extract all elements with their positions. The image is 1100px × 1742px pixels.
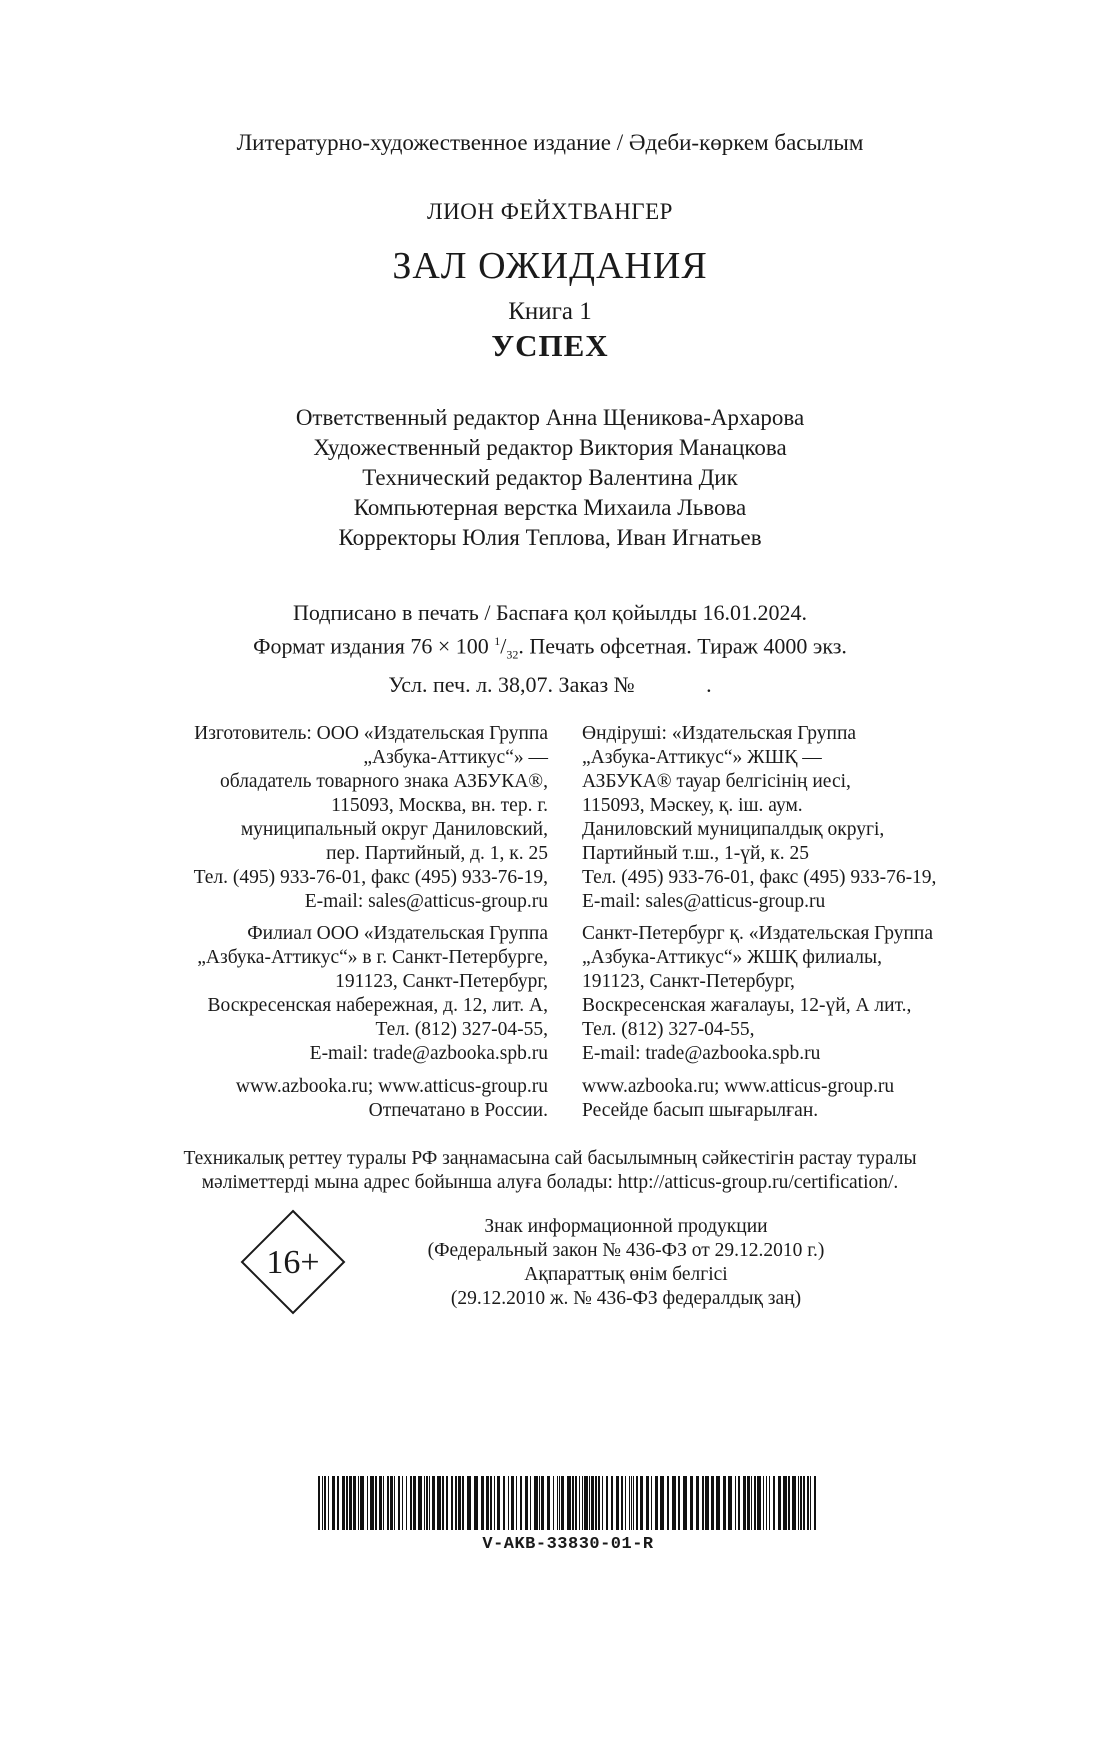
barcode-bar xyxy=(651,1476,652,1530)
barcode-bar xyxy=(783,1476,787,1530)
branch-kz-line: Санкт-Петербург қ. «Издательская Группа xyxy=(582,923,933,944)
credit-line: Технический редактор Валентина Дик xyxy=(362,465,738,490)
book-number: Книга 1 xyxy=(508,298,592,325)
barcode-bar xyxy=(481,1476,484,1530)
barcode-bar xyxy=(579,1476,580,1530)
manufacturer-kz-line: E-mail: sales@atticus-group.ru xyxy=(582,891,826,912)
barcode-bar xyxy=(490,1476,492,1530)
barcode-bar xyxy=(360,1476,364,1530)
credits-block xyxy=(0,403,1100,553)
book-title: ЗАЛ ОЖИДАНИЯ xyxy=(392,245,708,287)
barcode-bar xyxy=(696,1476,699,1530)
barcode-bar xyxy=(598,1476,600,1530)
manufacturer-kz-line: Тел. (495) 933-76-01, факс (495) 933-76-19, xyxy=(582,867,937,888)
credit-line: Ответственный редактор Анна Щеникова-Архарова xyxy=(295,405,805,430)
barcode-bar xyxy=(337,1476,339,1530)
barcode-bar xyxy=(616,1476,619,1530)
barcode-bar xyxy=(595,1476,597,1530)
series-line: Литературно-художественное издание / Әдеби-көркем басылым xyxy=(236,130,864,155)
barcode-bar xyxy=(567,1476,571,1530)
barcode-bar xyxy=(553,1476,554,1530)
sign-line: Ақпараттық өнім белгісі xyxy=(524,1264,728,1285)
manufacturer-ru-line: 115093, Москва, вн. тер. г. xyxy=(331,795,548,816)
credit-line: Художественный редактор Виктория Манацкова xyxy=(313,435,787,460)
barcode-bar xyxy=(747,1476,750,1530)
barcode-bar xyxy=(402,1476,403,1530)
branch-kz-line: „Азбука-Аттикус“» ЖШҚ филиалы, xyxy=(582,947,882,968)
barcode-bar xyxy=(660,1476,664,1530)
barcode-bar xyxy=(611,1476,613,1530)
barcode-bar xyxy=(763,1476,764,1530)
manufacturer-kz-line: Партийный т.ш., 1-үй, к. 25 xyxy=(582,843,809,864)
barcode-bar xyxy=(757,1476,761,1530)
barcode-bar xyxy=(716,1476,720,1530)
barcode-bar xyxy=(738,1476,740,1530)
barcode-bar xyxy=(442,1476,444,1530)
barcode-bar xyxy=(631,1476,632,1530)
barcode-bar xyxy=(346,1476,348,1530)
barcode-bar xyxy=(398,1476,400,1530)
signed-date: Подписано в печать / Баспаға қол қойылды 16.01.2024. xyxy=(292,600,808,625)
barcode-bar xyxy=(451,1476,453,1530)
barcode-bar xyxy=(807,1476,809,1530)
barcode-bar xyxy=(584,1476,588,1530)
tech-regulation-note xyxy=(0,1147,1100,1195)
print-info xyxy=(0,598,1100,699)
barcode-bar xyxy=(636,1476,638,1530)
manufacturer-kz-line: Өндіруші: «Издательская Группа xyxy=(582,723,857,744)
age-rating-text: 16+ xyxy=(266,1244,320,1281)
barcode-bar xyxy=(455,1476,457,1530)
barcode-bar xyxy=(322,1476,323,1530)
info-product-sign xyxy=(326,1215,926,1311)
barcode-bar xyxy=(773,1476,775,1530)
barcode-bar xyxy=(358,1476,359,1530)
barcode-bar xyxy=(810,1476,811,1530)
barcode-bar xyxy=(328,1476,329,1530)
barcode-bar xyxy=(383,1476,384,1530)
manufacturer-kz xyxy=(582,722,1002,914)
barcode-bar xyxy=(539,1476,540,1530)
manufacturer-ru-line: E-mail: sales@atticus-group.ru xyxy=(304,891,548,912)
barcode-bar xyxy=(367,1476,368,1530)
barcode-bar xyxy=(705,1476,709,1530)
barcode-bar xyxy=(429,1476,430,1530)
manufacturer-ru-line: муниципальный округ Даниловский, xyxy=(240,819,548,840)
sheets-line: Усл. печ. л. 38,07. Заказ № . xyxy=(388,671,712,697)
barcode-bar xyxy=(511,1476,514,1530)
barcode-bar xyxy=(410,1476,412,1530)
barcode-bar xyxy=(379,1476,382,1530)
manufacturer-kz-line: АЗБУКА® тауар белгісінің иесі, xyxy=(582,771,851,792)
barcode-bar xyxy=(547,1476,550,1530)
barcode-bar xyxy=(766,1476,767,1530)
barcode-bar xyxy=(621,1476,623,1530)
barcode-bar xyxy=(625,1476,626,1530)
barcode-bar xyxy=(406,1476,407,1530)
barcode-bar xyxy=(486,1476,489,1530)
barcode-bar xyxy=(342,1476,345,1530)
barcode-bar xyxy=(778,1476,781,1530)
web-ru-line: www.azbooka.ru; www.atticus-group.ru xyxy=(235,1076,548,1097)
book-subtitle: УСПЕХ xyxy=(491,328,609,363)
manufacturer-kz-line: 115093, Мәскеу, қ. іш. аум. xyxy=(582,795,803,816)
manufacturer-ru-line: пер. Партийный, д. 1, к. 25 xyxy=(326,843,548,864)
barcode-bar xyxy=(602,1476,603,1530)
barcode-bar xyxy=(516,1476,517,1530)
web-ru xyxy=(128,1075,548,1123)
barcode-bar xyxy=(702,1476,704,1530)
manufacturer-kz-line: „Азбука-Аттикус“» ЖШҚ — xyxy=(582,747,822,768)
barcode-bar xyxy=(683,1476,687,1530)
branch-ru xyxy=(128,922,548,1066)
barcode-bar xyxy=(349,1476,352,1530)
format-line: Формат издания 76 × 100 $^1/_{32}$. Печать офсетная. Тираж 4000 экз. xyxy=(253,633,847,662)
barcode-bar xyxy=(751,1476,752,1530)
barcode-bar xyxy=(591,1476,594,1530)
barcode-bar xyxy=(754,1476,756,1530)
barcode-bar xyxy=(646,1476,649,1530)
tech-line: мәліметтерді мына адрес бойынша алуға болады: http://atticus-group.ru/certification/. xyxy=(201,1172,899,1193)
barcode-bar xyxy=(667,1476,669,1530)
barcode-bar xyxy=(814,1476,816,1530)
branch-ru-line: Тел. (812) 327-04-55, xyxy=(375,1019,548,1040)
barcode-bar xyxy=(629,1476,630,1530)
barcode-bar xyxy=(437,1476,441,1530)
credit-line: Корректоры Юлия Теплова, Иван Игнатьев xyxy=(338,525,762,550)
barcode-bar xyxy=(474,1476,478,1530)
manufacturer-kz-line: Даниловский муниципалдық округі, xyxy=(582,819,885,840)
barcode-bar xyxy=(723,1476,726,1530)
barcode-bar xyxy=(672,1476,676,1530)
barcode-text: V-AKB-33830-01-R xyxy=(482,1535,654,1554)
barcode-bar xyxy=(534,1476,538,1530)
barcode-bar xyxy=(541,1476,544,1530)
barcode-icon xyxy=(318,1476,818,1530)
tech-line: Техникалық реттеу туралы РФ заңнамасына сай басылымның сәйкестігін растау туралы xyxy=(183,1148,917,1169)
barcode-bar xyxy=(640,1476,643,1530)
barcode-bar xyxy=(426,1476,428,1530)
barcode-bar xyxy=(678,1476,680,1530)
barcode-bar xyxy=(792,1476,796,1530)
branch-ru-line: E-mail: trade@azbooka.spb.ru xyxy=(309,1043,548,1064)
barcode-bar xyxy=(798,1476,799,1530)
branch-ru-line: Воскресенская набережная, д. 12, лит. А, xyxy=(207,995,548,1016)
barcode-bar xyxy=(589,1476,590,1530)
barcode-bar xyxy=(530,1476,531,1530)
barcode-bar xyxy=(508,1476,509,1530)
barcode-bar xyxy=(353,1476,356,1530)
barcode-bar xyxy=(432,1476,435,1530)
barcode-bar xyxy=(690,1476,693,1530)
barcode-bar xyxy=(743,1476,746,1530)
branch-ru-line: „Азбука-Аттикус“» в г. Санкт-Петербурге, xyxy=(197,947,548,968)
barcode-bar xyxy=(655,1476,658,1530)
manufacturer-ru-line: „Азбука-Аттикус“» — xyxy=(363,747,548,768)
branch-ru-line: 191123, Санкт-Петербург, xyxy=(335,971,548,992)
barcode-bar xyxy=(375,1476,377,1530)
barcode-bar xyxy=(735,1476,736,1530)
barcode-bar xyxy=(458,1476,461,1530)
credit-line: Компьютерная верстка Михаила Львова xyxy=(353,495,747,520)
barcode-bar xyxy=(559,1476,560,1530)
branch-kz-line: 191123, Санкт-Петербург, xyxy=(582,971,795,992)
web-kz-line: Ресейде басып шығарылған. xyxy=(582,1100,819,1121)
barcode-bar xyxy=(418,1476,422,1530)
manufacturer-ru-line: Изготовитель: ООО «Издательская Группа xyxy=(194,723,548,744)
barcode-bar xyxy=(769,1476,770,1530)
barcode-bar xyxy=(606,1476,608,1530)
author-name: ЛИОН ФЕЙХТВАНГЕР xyxy=(427,199,673,224)
barcode-bar xyxy=(525,1476,528,1530)
barcode-bar xyxy=(332,1476,335,1530)
sign-line: (Федеральный закон № 436-ФЗ от 29.12.2010 г.) xyxy=(427,1240,825,1261)
barcode-bar xyxy=(394,1476,395,1530)
barcode-bar xyxy=(462,1476,464,1530)
barcode-bar xyxy=(561,1476,564,1530)
manufacturer-ru-line: обладатель товарного знака АЗБУКА®, xyxy=(220,771,548,792)
barcode-bar xyxy=(424,1476,425,1530)
barcode-bar xyxy=(633,1476,634,1530)
barcode-bar xyxy=(520,1476,522,1530)
web-kz-line: www.azbooka.ru; www.atticus-group.ru xyxy=(582,1076,895,1097)
barcode-bar xyxy=(324,1476,326,1530)
branch-kz-line: Тел. (812) 327-04-55, xyxy=(582,1019,755,1040)
barcode-bar xyxy=(557,1476,558,1530)
branch-kz xyxy=(582,922,1002,1066)
barcode-bar xyxy=(582,1476,583,1530)
barcode-bar xyxy=(494,1476,495,1530)
web-ru-line: Отпечатано в России. xyxy=(368,1100,548,1121)
barcode-bar xyxy=(728,1476,732,1530)
branch-kz-line: Воскресенская жағалауы, 12-үй, А лит., xyxy=(582,995,912,1016)
barcode-bar xyxy=(803,1476,805,1530)
branch-kz-line: E-mail: trade@azbooka.spb.ru xyxy=(582,1043,821,1064)
manufacturer-ru xyxy=(128,722,548,914)
sign-line: (29.12.2010 ж. № 436-ФЗ федералдық заң) xyxy=(450,1288,802,1309)
barcode-bar xyxy=(788,1476,790,1530)
barcode-bar xyxy=(413,1476,416,1530)
barcode-bar xyxy=(497,1476,500,1530)
barcode-bar xyxy=(318,1476,320,1530)
barcode-bar xyxy=(711,1476,714,1530)
barcode-bar xyxy=(800,1476,802,1530)
web-kz xyxy=(582,1075,1002,1123)
branch-ru-line: Филиал ООО «Издательская Группа xyxy=(247,923,548,944)
manufacturer-ru-line: Тел. (495) 933-76-01, факс (495) 933-76-19, xyxy=(193,867,548,888)
sign-line: Знак информационной продукции xyxy=(484,1216,768,1237)
barcode-bar xyxy=(503,1476,505,1530)
barcode-bar xyxy=(390,1476,393,1530)
barcode-bar xyxy=(446,1476,448,1530)
barcode-bar xyxy=(467,1476,471,1530)
barcode-bar xyxy=(572,1476,574,1530)
barcode-bar xyxy=(387,1476,389,1530)
barcode-bar xyxy=(370,1476,374,1530)
barcode-bar xyxy=(575,1476,577,1530)
